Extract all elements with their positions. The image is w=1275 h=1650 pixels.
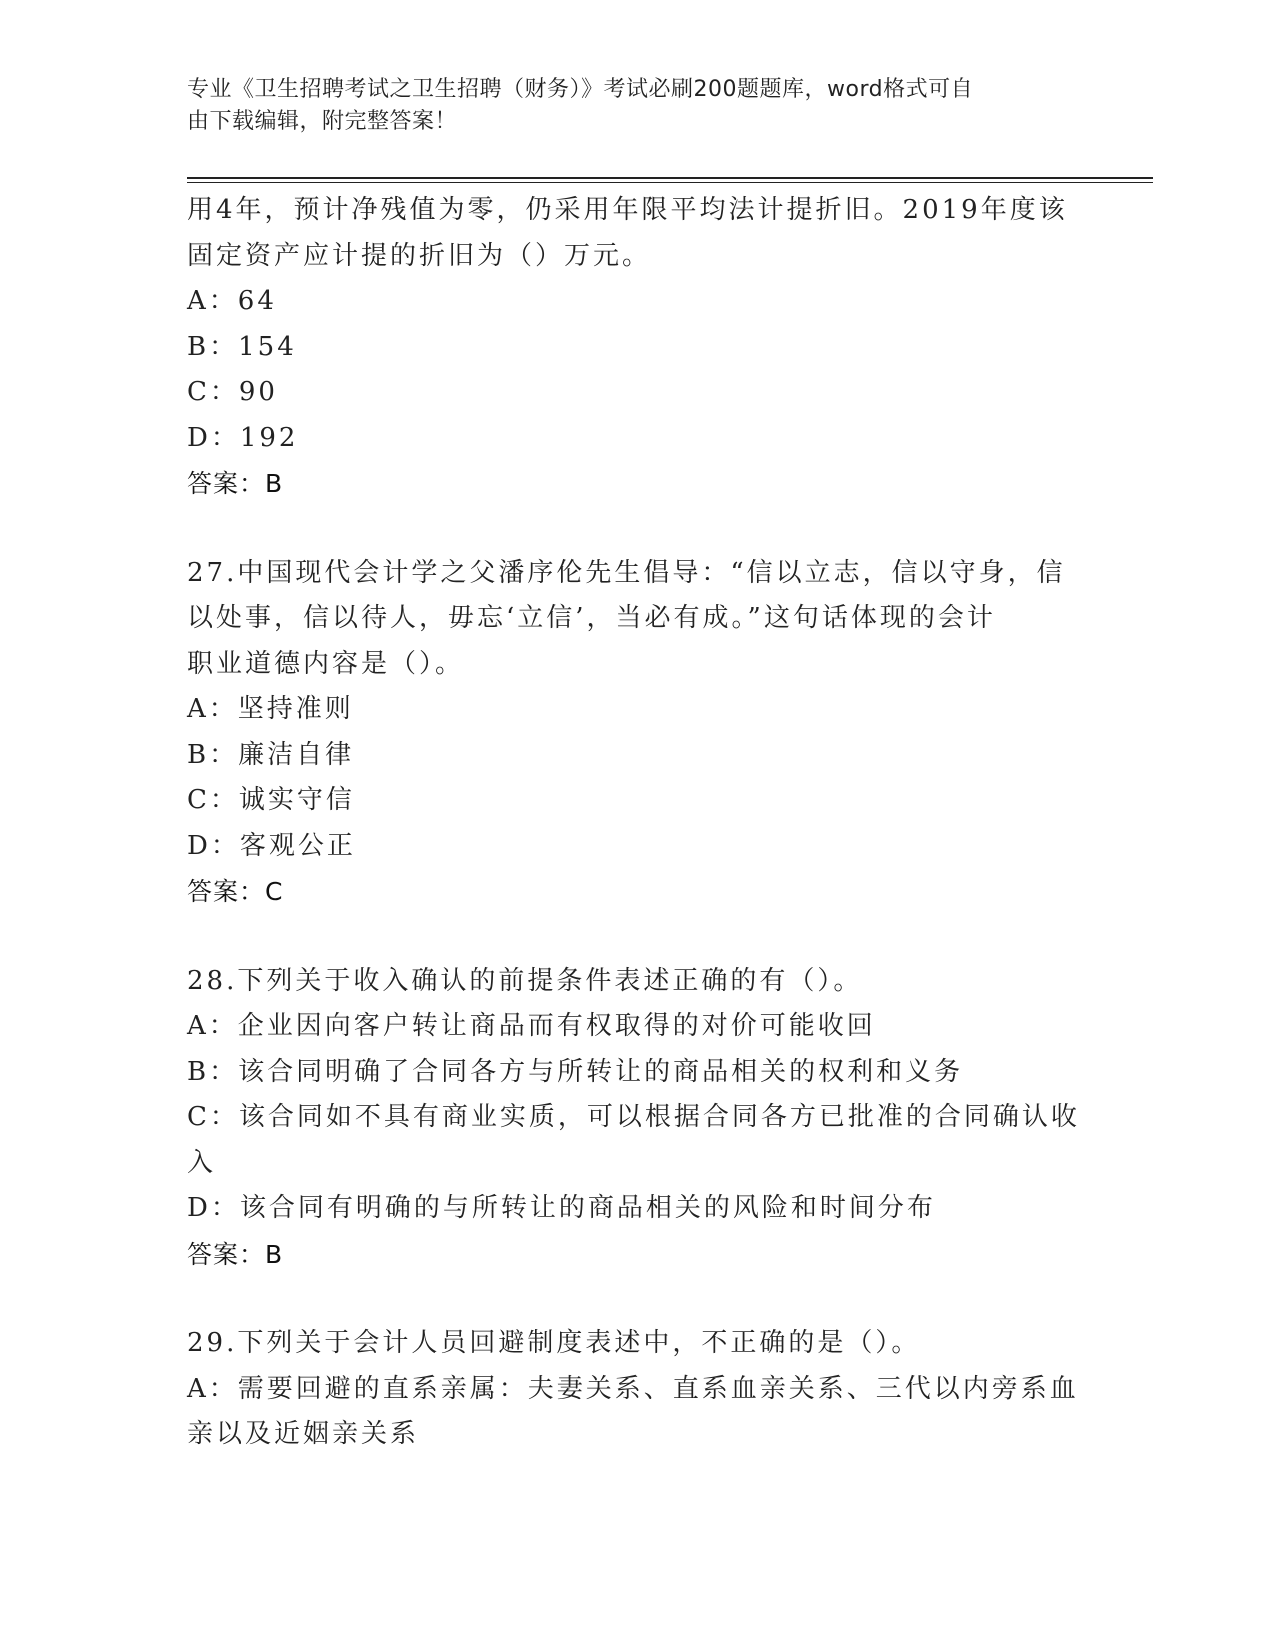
option-a: A：64 xyxy=(187,286,277,316)
option-b: B：廉洁自律 xyxy=(187,739,355,770)
question-spacer xyxy=(187,507,1067,551)
option-b: B：154 xyxy=(187,331,297,362)
question-spacer xyxy=(187,915,1067,959)
question-29 xyxy=(187,1321,1079,1458)
answer-line: 答案：B xyxy=(187,1239,284,1269)
question-27 xyxy=(187,551,1067,915)
question-stem-line: 28.下列关于收入确认的前提条件表述正确的有（）。 xyxy=(187,965,863,996)
option-a: A：企业因向客户转让商品而有权取得的对价可能收回 xyxy=(187,1011,876,1041)
answer-line: 答案：C xyxy=(187,877,284,906)
option-c: C：90 xyxy=(187,377,278,407)
option-d: D：192 xyxy=(187,422,299,453)
question-stem-line: 27.中国现代会计学之父潘序伦先生倡导：“信以立志，信以守身，信 xyxy=(187,557,1066,588)
document-header xyxy=(187,74,1067,138)
document-body xyxy=(187,188,1080,1458)
option-c-continued: 入 xyxy=(187,1147,217,1178)
option-b: B：该合同明确了合同各方与所转让的商品相关的权利和义务 xyxy=(187,1056,964,1087)
question-stem-line: 用4年，预计净残值为零，仍采用年限平均法计提折旧。2019年度该 xyxy=(187,195,1068,225)
question-28 xyxy=(187,959,1080,1278)
question-stem-line: 职业道德内容是（）。 xyxy=(187,648,465,679)
option-c: C：诚实守信 xyxy=(187,785,355,815)
option-a: A：需要回避的直系亲属：夫妻关系、直系血亲关系、三代以内旁系血 xyxy=(187,1373,1079,1404)
header-divider-thick xyxy=(187,177,1153,179)
question-stem-line: 29.下列关于会计人员回避制度表述中，不正确的是（）。 xyxy=(187,1328,921,1358)
question-stem-line: 固定资产应计提的折旧为（）万元。 xyxy=(187,240,652,271)
option-a-continued: 亲以及近姻亲关系 xyxy=(187,1419,420,1449)
question-26 xyxy=(187,188,1067,507)
question-spacer xyxy=(187,1277,1067,1321)
option-d: D：该合同有明确的与所转让的商品相关的风险和时间分布 xyxy=(187,1193,936,1223)
header-title-line-2: 由下载编辑，附完整答案！ xyxy=(187,109,458,134)
option-d: D：客观公正 xyxy=(187,830,356,861)
question-stem-line: 以处事，信以待人，毋忘‘立信’，当必有成。”这句话体现的会计 xyxy=(187,603,996,633)
option-a: A：坚持准则 xyxy=(187,694,354,724)
header-divider-thin xyxy=(187,182,1153,183)
option-c: C：该合同如不具有商业实质，可以根据合同各方已批准的合同确认收 xyxy=(187,1102,1080,1132)
header-title-line-1: 专业《卫生招聘考试之卫生招聘（财务）》考试必刷200题题库，word格式可自 xyxy=(187,77,974,102)
answer-line: 答案：B xyxy=(187,469,284,498)
